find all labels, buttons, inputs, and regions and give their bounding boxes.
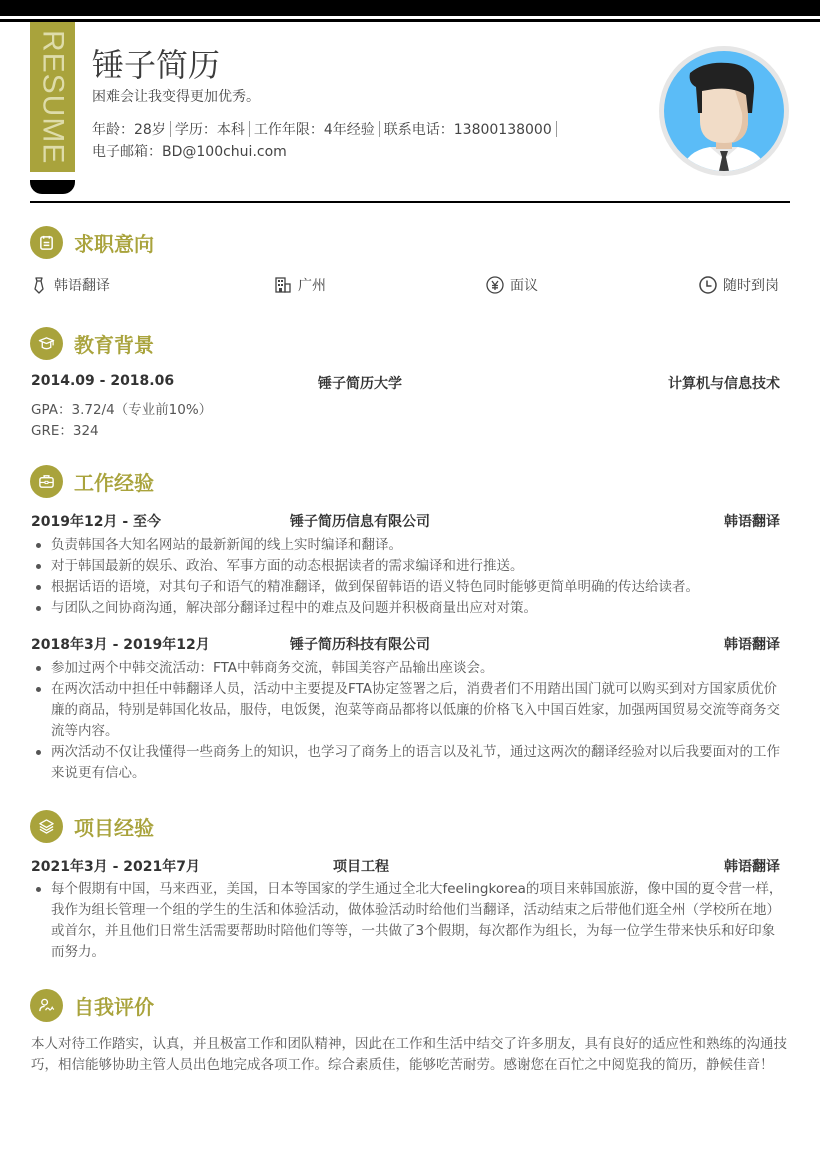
section-header-self-evaluation [30, 989, 154, 1022]
list-item: 参加过两个中韩交流活动：FTA中韩商务交流，韩国美容产品输出座谈会。 [31, 658, 786, 679]
section-header-work [30, 465, 154, 498]
education-gre: GRE：324 [31, 423, 99, 439]
motto: 困难会让我变得更加优秀。 [92, 89, 260, 105]
info-work-years: 工作年限：4年经验 [253, 122, 375, 138]
self-evaluation-text: 本人对待工作踏实，认真，并且极富工作和团队精神，因此在工作和生活中结交了许多朋友，具有良好的适应性和熟练的沟通技巧，相信能够协助主管人员出色地完成各项工作。综合素质佳，能够吃苦耐劳。感谢您在百忙之中阅览我的简历，静候佳音！ [31, 1036, 787, 1073]
section-header-education [30, 327, 154, 360]
avatar-person-icon [664, 51, 784, 171]
intent-availability [699, 275, 779, 295]
list-item: 在两次活动中担任中韩翻译人员，活动中主要提及FTA协定签署之后，消费者们不用踏出国门就可以购买到对方国家质优价廉的商品，特别是韩国化妆品，服侍，电饭煲，泡菜等商品都将以低廉的价格飞入中国百姓家，加强两国贸易交流等商务交流等内容。 [31, 679, 786, 742]
list-item: 对于韩国最新的娱乐、政治、军事方面的动态根据读者的需求编译和进行推送。 [31, 556, 786, 577]
section-title: 教育背景 [74, 333, 154, 357]
info-education: 学历：本科 [174, 122, 245, 138]
intent-position [30, 275, 110, 295]
avatar [659, 46, 789, 176]
education-row [31, 373, 780, 393]
tie-icon [30, 276, 48, 294]
project-details-list [31, 879, 786, 963]
basic-info-row [92, 119, 561, 139]
resume-tab-cap [30, 180, 75, 194]
intent-availability-label: 随时到岗 [723, 278, 779, 294]
building-icon [274, 276, 292, 294]
education-major: 计算机与信息技术 [668, 376, 780, 392]
intent-city [274, 275, 326, 295]
section-title: 工作经验 [74, 471, 154, 495]
section-title: 自我评价 [74, 995, 154, 1019]
list-item: 负责韩国各大知名网站的最新新闻的线上实时编译和翻译。 [31, 535, 786, 556]
job-role: 韩语翻译 [724, 514, 780, 530]
job-period: 2018年3月 - 2019年12月 [31, 637, 210, 653]
job-company: 锤子简历信息有限公司 [290, 514, 430, 530]
project-role: 韩语翻译 [724, 859, 780, 875]
candidate-name: 锤子简历 [92, 46, 221, 84]
info-age: 年龄：28岁 [92, 122, 166, 138]
info-phone: 联系电话：13800138000 [383, 122, 552, 138]
intent-salary-label: 面议 [510, 278, 538, 294]
briefcase-icon [30, 465, 63, 498]
intent-city-label: 广州 [298, 278, 326, 294]
education-gpa: GPA：3.72/4（专业前10%） [31, 402, 213, 418]
layers-icon [30, 810, 63, 843]
divider [249, 121, 250, 137]
header-divider [30, 201, 790, 203]
job-row [31, 634, 780, 654]
section-title: 项目经验 [74, 816, 154, 840]
top-decor-bar [0, 0, 820, 16]
top-decor-line [0, 19, 820, 22]
job-row [31, 511, 780, 531]
resume-tab-label: RESUME [36, 29, 70, 165]
section-header-intent [30, 226, 154, 259]
clock-icon [699, 276, 717, 294]
section-header-project [30, 810, 154, 843]
intent-position-label: 韩语翻译 [54, 278, 110, 294]
info-email: 电子邮箱：BD@100chui.com [92, 144, 287, 160]
divider [170, 121, 171, 137]
divider [556, 121, 557, 137]
job-duties-list [31, 658, 786, 784]
list-item: 与团队之间协商沟通，解决部分翻译过程中的难点及问题并积极商量出应对对策。 [31, 598, 786, 619]
job-intent-row [30, 275, 780, 297]
divider [379, 121, 380, 137]
project-name: 项目工程 [333, 859, 389, 875]
person-sign-icon [30, 989, 63, 1022]
job-role: 韩语翻译 [724, 637, 780, 653]
list-item: 每个假期有中国，马来西亚，美国，日本等国家的学生通过全北大feelingkorea的项目来韩国旅游，像中国的夏令营一样，我作为组长管理一个组的学生的生活和体验活动，做体验活动时给他们当翻译，活动结束之后带他们逛全州（学校所在地）或首尔，并且他们日常生活需要帮助时陪他们等等，一共做了3个假期，每次都作为组长，为每一位学生带来快乐和好印象而努力。 [31, 879, 786, 963]
project-row [31, 856, 780, 876]
job-duties-list [31, 535, 786, 619]
graduation-cap-icon [30, 327, 63, 360]
job-period: 2019年12月 - 至今 [31, 514, 162, 530]
education-period: 2014.09 - 2018.06 [31, 373, 175, 389]
clipboard-icon [30, 226, 63, 259]
section-title: 求职意向 [74, 232, 154, 256]
education-school: 锤子简历大学 [318, 376, 402, 392]
project-period: 2021年3月 - 2021年7月 [31, 859, 200, 875]
intent-salary [486, 275, 538, 295]
resume-vertical-tab [30, 22, 75, 172]
list-item: 两次活动不仅让我懂得一些商务上的知识，也学习了商务上的语言以及礼节，通过这两次的翻译经验对以后我要面对的工作来说更有信心。 [31, 742, 786, 784]
list-item: 根据话语的语境，对其句子和语气的精准翻译，做到保留韩语的语义特色同时能够更简单明确的传达给读者。 [31, 577, 786, 598]
yen-icon [486, 276, 504, 294]
job-company: 锤子简历科技有限公司 [290, 637, 430, 653]
